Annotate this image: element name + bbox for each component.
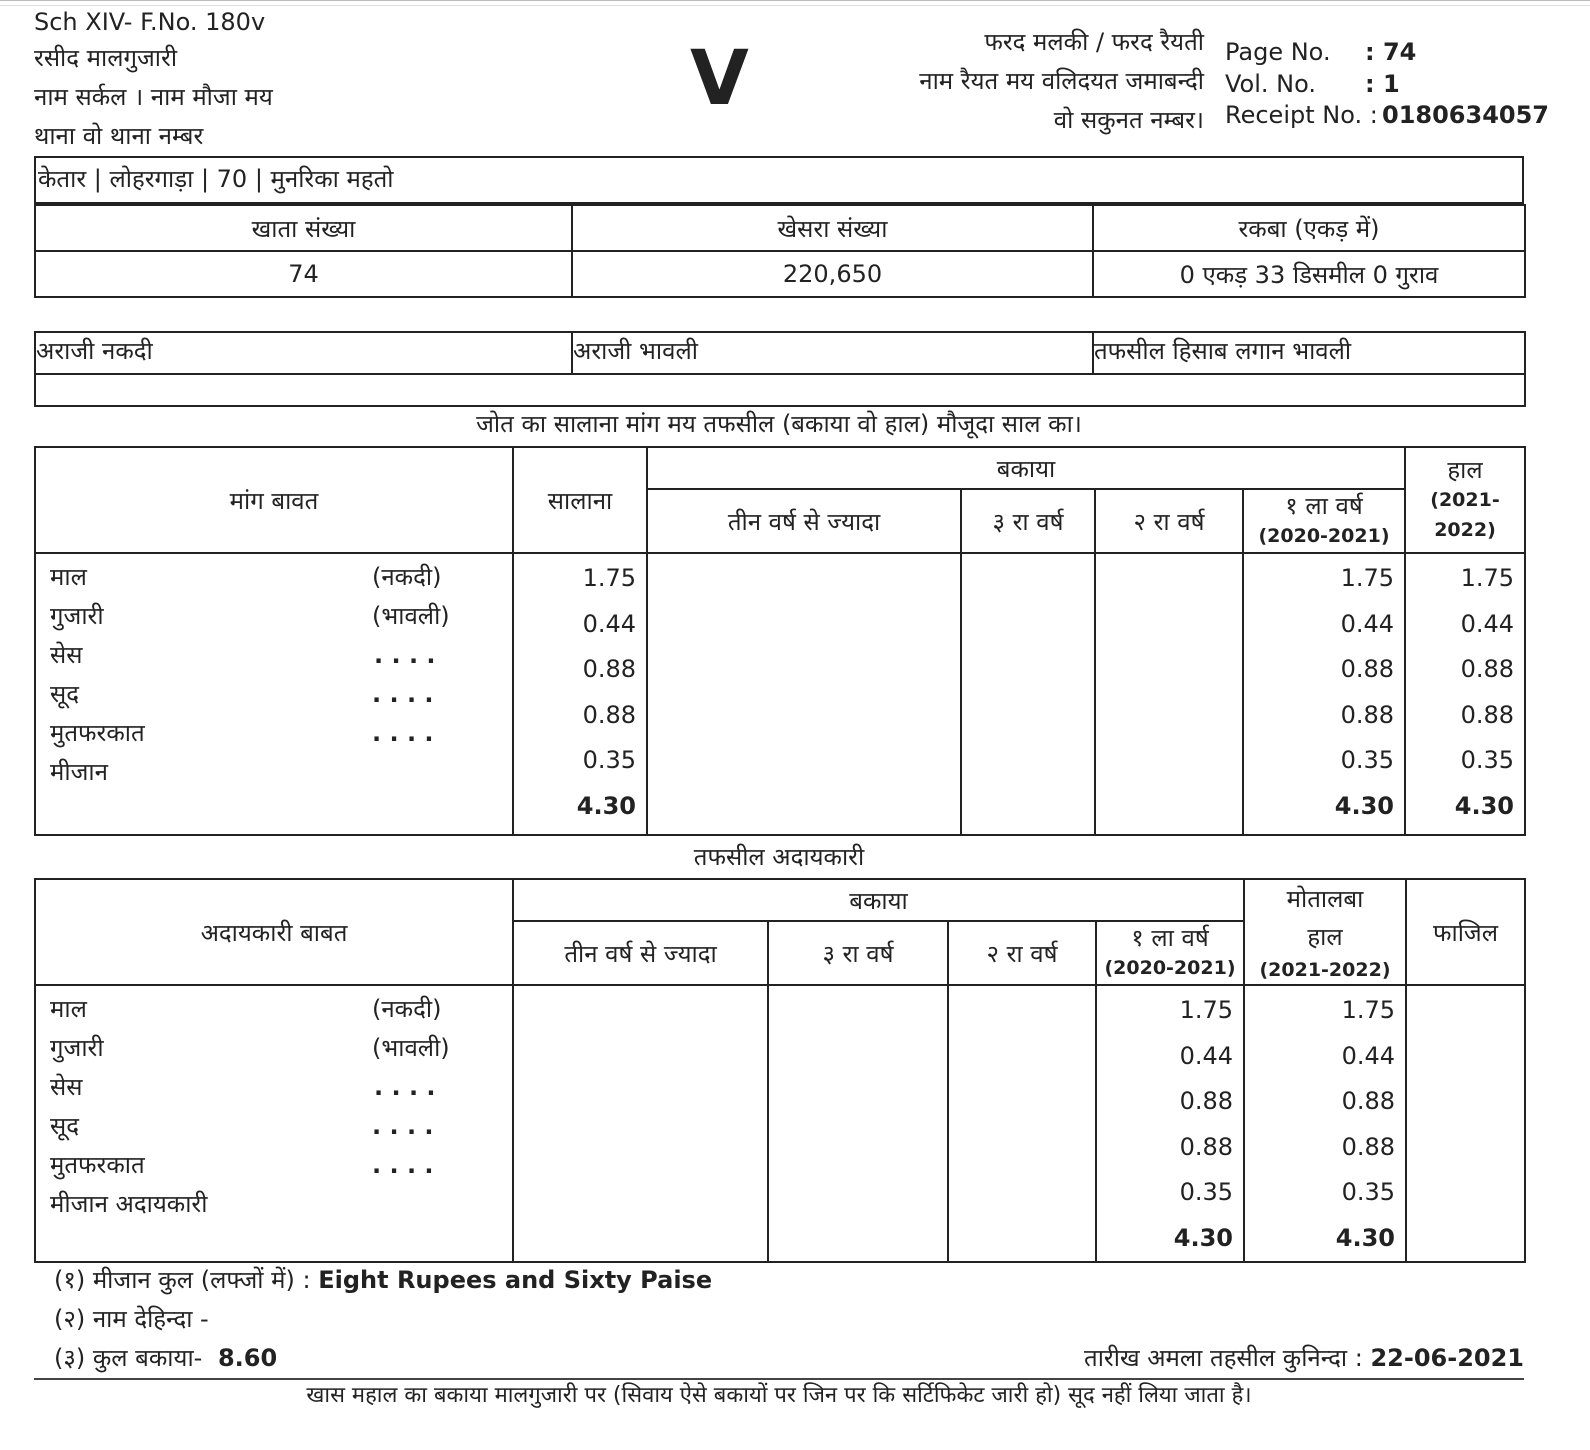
payment-title: तफसील अदायकारी xyxy=(693,843,865,871)
page-no-label: Page No. xyxy=(1225,38,1331,66)
demand-title: जोत का सालाना मांग मय तफसील (बकाया वो हाल) मौजूदा साल का। xyxy=(476,410,1082,438)
demand-salana-head: सालाना xyxy=(513,447,647,553)
payment-row-label: माल xyxy=(50,995,87,1023)
demand-salana-value: 0.35 xyxy=(582,746,636,774)
payment-row-label: मुतफरकात xyxy=(50,1151,145,1179)
demand-3rd-head: ३ रा वर्ष xyxy=(961,489,1095,553)
payment-1st-year: (2020-2021) xyxy=(1104,957,1236,979)
demand-hal-value: 1.75 xyxy=(1460,564,1514,592)
payment-2nd-head: २ रा वर्ष xyxy=(948,921,1096,985)
demand-row-label: सूद xyxy=(50,680,79,708)
arrears-line xyxy=(54,1344,277,1372)
demand-salana-cell xyxy=(513,553,647,835)
demand-suffixes xyxy=(372,558,450,753)
demand-1st-value: 0.35 xyxy=(1340,746,1394,774)
payment-1st-value: 0.44 xyxy=(1179,1041,1233,1070)
payment-1st-value: 0.88 xyxy=(1179,1087,1233,1115)
payment-row-label: सेस xyxy=(50,1073,83,1101)
land-table xyxy=(34,204,1526,298)
rakba-header: रकबा (एकड़ में) xyxy=(1093,205,1525,251)
arrears-value: 8.60 xyxy=(217,1344,278,1372)
demand-salana-values xyxy=(514,554,646,829)
demand-3plus-head: तीन वर्ष से ज्यादा xyxy=(647,489,961,553)
demand-1st-cell xyxy=(1243,553,1405,835)
demand-hal-total: 4.30 xyxy=(1454,791,1514,820)
top-rule xyxy=(0,0,1590,6)
demand-1st-total: 4.30 xyxy=(1334,791,1394,820)
receipt-no-label: Receipt No. : xyxy=(1225,101,1378,129)
demand-1st-value: 0.44 xyxy=(1340,609,1394,638)
demand-2nd-cell xyxy=(1095,553,1243,835)
payment-1st-values xyxy=(1097,986,1243,1261)
date-label: तारीख अमला तहसील कुनिन्दा : xyxy=(1084,1344,1363,1372)
araji-table xyxy=(34,331,1526,407)
khesra-value: 220,650 xyxy=(572,251,1093,297)
schedule-number: Sch XIV- F.No. 180v xyxy=(34,8,266,36)
demand-row-suffix: (भावली) xyxy=(372,602,450,630)
araji-nakdi-header: अराजी नकदी xyxy=(35,332,572,374)
demand-row-suffix: . . . . xyxy=(374,641,436,669)
demand-row-label: सेस xyxy=(50,641,83,669)
payment-1st-cell xyxy=(1096,985,1244,1262)
payment-row-label: गुजारी xyxy=(50,1034,104,1062)
payment-suffixes xyxy=(372,990,450,1185)
khata-header: खाता संख्या xyxy=(35,205,572,251)
header-left-line-3: थाना वो थाना नम्बर xyxy=(34,122,204,150)
demand-hal-values xyxy=(1406,554,1524,829)
footer-divider xyxy=(34,1378,1524,1380)
payer-name-label: (२) नाम देहिन्दा - xyxy=(54,1305,209,1333)
location-text: केतार | लोहरगाड़ा | 70 | मुनरिका महतो xyxy=(38,165,394,193)
header-left-line-1: रसीद मालगुजारी xyxy=(34,44,178,72)
copy-marker: V xyxy=(690,33,749,122)
vol-no-label: Vol. No. xyxy=(1225,70,1317,98)
payment-motalaba-label: मोतालबा xyxy=(1286,885,1364,913)
demand-hal-value: 0.35 xyxy=(1460,746,1514,774)
demand-1st-label: १ ला वर्ष xyxy=(1285,492,1363,520)
payment-row-label: मीजान अदायकारी xyxy=(50,1190,208,1218)
payment-table xyxy=(34,878,1526,1263)
payment-motalaba-value: 0.35 xyxy=(1341,1178,1395,1206)
payment-labels xyxy=(50,990,207,1224)
payment-motalaba-hal: हाल xyxy=(1307,923,1343,951)
payment-motalaba-total: 4.30 xyxy=(1335,1223,1395,1252)
demand-2nd-head: २ रा वर्ष xyxy=(1095,489,1243,553)
payment-1st-head xyxy=(1096,921,1244,985)
demand-1st-values xyxy=(1244,554,1404,829)
payment-1st-value: 0.88 xyxy=(1179,1132,1233,1161)
total-words-line xyxy=(54,1266,712,1294)
payment-motalaba-value: 0.88 xyxy=(1341,1132,1395,1161)
payment-1st-label: १ ला वर्ष xyxy=(1131,924,1209,952)
payment-2nd-cell xyxy=(948,985,1096,1262)
receipt-no-value: 0180634057 xyxy=(1382,101,1549,129)
demand-row-label: मीजान xyxy=(50,758,108,786)
total-words-label: (१) मीजान कुल (लफ्जों में) : xyxy=(54,1266,311,1294)
demand-labels xyxy=(50,558,145,792)
payment-motalaba-values xyxy=(1245,986,1405,1261)
arrears-label: (३) कुल बकाया- xyxy=(54,1344,203,1372)
demand-1st-value: 0.88 xyxy=(1340,700,1394,729)
demand-hal-head xyxy=(1405,447,1525,553)
demand-salana-value: 1.75 xyxy=(582,564,636,592)
demand-salana-value: 0.88 xyxy=(582,700,636,729)
araji-empty-row xyxy=(35,374,1525,406)
demand-row-suffix: (नकदी) xyxy=(372,563,442,591)
payment-row-suffix: (नकदी) xyxy=(372,995,442,1023)
demand-1st-head xyxy=(1243,489,1405,553)
demand-hal-year: (2021-2022) xyxy=(1430,489,1500,541)
demand-row-suffix: . . . . xyxy=(372,719,434,747)
demand-hal-value: 0.88 xyxy=(1460,700,1514,729)
demand-bakaya-head: बकाया xyxy=(647,447,1405,489)
vol-no-value: : 1 xyxy=(1365,70,1400,98)
rakba-value: 0 एकड़ 33 डिसमील 0 गुराव xyxy=(1093,251,1525,297)
demand-salana-value: 0.88 xyxy=(582,655,636,683)
khesra-header: खेसरा संख्या xyxy=(572,205,1093,251)
header-right-line-2: नाम रैयत मय वलिदयत जमाबन्दी xyxy=(919,67,1204,95)
payment-row-suffix: (भावली) xyxy=(372,1034,450,1062)
demand-row-label: माल xyxy=(50,563,87,591)
payment-1st-value: 1.75 xyxy=(1179,996,1233,1024)
demand-hal-value: 0.44 xyxy=(1460,609,1514,638)
payment-1st-total: 4.30 xyxy=(1173,1223,1233,1252)
demand-1st-value: 1.75 xyxy=(1340,564,1394,592)
demand-3plus-cell xyxy=(647,553,961,835)
demand-col-head: मांग बावत xyxy=(35,447,513,553)
payment-3rd-cell xyxy=(768,985,948,1262)
header-right-line-3: वो सकुनत नम्बर। xyxy=(1053,106,1204,134)
demand-row-suffix: . . . . xyxy=(372,680,434,708)
demand-hal-cell xyxy=(1405,553,1525,835)
demand-salana-value: 0.44 xyxy=(582,609,636,638)
footer-note: खास महाल का बकाया मालगुजारी पर (सिवाय ऐसे बकायों पर जिन पर कि सर्टिफिकेट जारी हो) सूद नहीं लिया जाता है। xyxy=(306,1383,1252,1408)
payment-labels-cell xyxy=(35,985,513,1262)
demand-hal-label: हाल xyxy=(1447,456,1483,484)
payment-3rd-head: ३ रा वर्ष xyxy=(768,921,948,985)
total-words-value: Eight Rupees and Sixty Paise xyxy=(318,1266,713,1294)
payment-col-head: अदायकारी बाबत xyxy=(35,879,513,985)
payment-3plus-head: तीन वर्ष से ज्यादा xyxy=(513,921,768,985)
payment-row-suffix: . . . . xyxy=(372,1112,434,1140)
header-right-line-1: फरद मलकी / फरद रैयती xyxy=(984,28,1204,56)
payment-motalaba-value: 1.75 xyxy=(1341,996,1395,1024)
demand-hal-value: 0.88 xyxy=(1460,655,1514,683)
demand-table xyxy=(34,446,1526,836)
payment-1st-value: 0.35 xyxy=(1179,1178,1233,1206)
payment-3plus-cell xyxy=(513,985,768,1262)
payment-motalaba-cell xyxy=(1244,985,1406,1262)
demand-1st-year: (2020-2021) xyxy=(1258,525,1390,547)
date-line xyxy=(1084,1344,1524,1372)
payment-row-suffix: . . . . xyxy=(374,1073,436,1101)
demand-1st-value: 0.88 xyxy=(1340,655,1394,683)
payment-fazil-cell xyxy=(1406,985,1525,1262)
location-box xyxy=(34,156,1524,206)
tafseel-lagan-header: तफसील हिसाब लगान भावली xyxy=(1093,332,1525,374)
demand-labels-cell xyxy=(35,553,513,835)
demand-3rd-cell xyxy=(961,553,1095,835)
khata-value: 74 xyxy=(35,251,572,297)
date-value: 22-06-2021 xyxy=(1370,1344,1524,1372)
payment-motalaba-value: 0.88 xyxy=(1341,1087,1395,1115)
payment-motalaba-head xyxy=(1244,879,1406,985)
header-left-line-2: नाम सर्कल । नाम मौजा मय xyxy=(34,83,273,111)
payment-row-label: सूद xyxy=(50,1112,79,1140)
araji-bhavli-header: अराजी भावली xyxy=(572,332,1093,374)
payment-row-suffix: . . . . xyxy=(372,1151,434,1179)
demand-salana-total: 4.30 xyxy=(576,791,636,820)
payment-bakaya-head: बकाया xyxy=(513,879,1244,921)
demand-row-label: मुतफरकात xyxy=(50,719,145,747)
payment-motalaba-year: (2021-2022) xyxy=(1259,959,1391,981)
demand-row-label: गुजारी xyxy=(50,602,104,630)
payment-motalaba-value: 0.44 xyxy=(1341,1041,1395,1070)
page-no-value: : 74 xyxy=(1365,38,1417,66)
payment-fazil-head: फाजिल xyxy=(1406,879,1525,985)
